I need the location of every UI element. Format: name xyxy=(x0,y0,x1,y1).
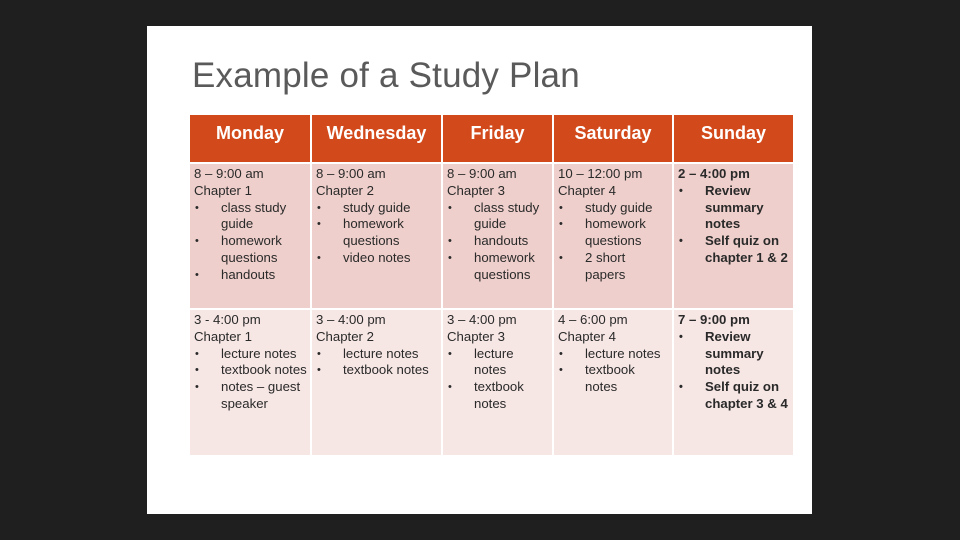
header-row xyxy=(190,115,794,163)
bullet-icon: • xyxy=(559,218,563,231)
task-list xyxy=(558,200,669,284)
table-cell-monday xyxy=(190,163,311,309)
bullet-icon: • xyxy=(195,268,199,281)
task-text: lecture notes xyxy=(585,345,661,361)
list-item xyxy=(447,346,549,380)
chapter-label: Chapter 4 xyxy=(558,182,616,198)
study-plan-table xyxy=(190,115,795,457)
table-cell-sunday xyxy=(673,163,794,309)
session-time: 3 – 4:00 pm xyxy=(316,312,386,327)
header-monday: Monday xyxy=(190,115,311,163)
session-time: 2 – 4:00 pm xyxy=(678,166,750,181)
task-list xyxy=(447,346,549,413)
session-time: 3 - 4:00 pm xyxy=(194,312,261,327)
task-text: handouts xyxy=(221,266,276,282)
bullet-icon: • xyxy=(195,364,199,377)
list-item xyxy=(447,379,549,413)
bullet-icon: • xyxy=(679,381,683,394)
header-friday: Friday xyxy=(442,115,553,163)
task-text: homework questions xyxy=(343,216,404,249)
slide xyxy=(147,26,812,514)
list-item xyxy=(316,216,438,250)
slide-title: Example of a Study Plan xyxy=(192,56,580,95)
table-row xyxy=(190,309,794,456)
chapter-label: Chapter 2 xyxy=(316,328,374,344)
task-text: Self quiz on chapter 3 & 4 xyxy=(705,379,788,411)
list-item xyxy=(447,200,549,234)
list-item xyxy=(558,250,669,284)
list-item xyxy=(558,346,669,363)
list-item xyxy=(194,200,307,234)
task-list xyxy=(194,200,307,284)
task-list xyxy=(316,346,438,380)
list-item xyxy=(316,362,438,379)
bullet-icon: • xyxy=(448,251,452,264)
task-list xyxy=(194,346,307,413)
chapter-label: Chapter 3 xyxy=(447,328,505,344)
header-saturday: Saturday xyxy=(553,115,673,163)
task-text: lecture notes xyxy=(343,345,419,361)
task-list xyxy=(678,183,790,267)
chapter-label: Chapter 4 xyxy=(558,328,616,344)
table-row xyxy=(190,163,794,309)
bullet-icon: • xyxy=(195,347,199,360)
task-list xyxy=(447,200,549,284)
bullet-icon: • xyxy=(448,347,452,360)
task-text: class study guide xyxy=(474,199,540,232)
list-item xyxy=(558,200,669,217)
session-time: 10 – 12:00 pm xyxy=(558,166,643,181)
table-cell-saturday xyxy=(553,163,673,309)
bullet-icon: • xyxy=(317,218,321,231)
table-cell-friday xyxy=(442,163,553,309)
task-list xyxy=(678,329,790,413)
task-text: class study guide xyxy=(221,199,287,232)
task-list xyxy=(558,346,669,396)
bullet-icon: • xyxy=(559,364,563,377)
list-item xyxy=(558,362,669,396)
table-cell-saturday xyxy=(553,309,673,456)
bullet-icon: • xyxy=(559,347,563,360)
list-item xyxy=(194,362,307,379)
task-text: homework questions xyxy=(221,233,282,265)
session-time: 8 – 9:00 am xyxy=(194,166,264,181)
bullet-icon: • xyxy=(448,381,452,394)
table-cell-sunday xyxy=(673,309,794,456)
table-cell-wednesday xyxy=(311,309,442,456)
task-list xyxy=(316,200,438,267)
list-item xyxy=(316,250,438,267)
list-item xyxy=(194,379,307,413)
task-text: handouts xyxy=(474,233,529,249)
list-item xyxy=(194,346,307,363)
bullet-icon: • xyxy=(317,201,321,214)
bullet-icon: • xyxy=(679,330,683,343)
task-text: study guide xyxy=(343,199,411,215)
task-text: Review summary notes xyxy=(705,182,764,232)
session-time: 7 – 9:00 pm xyxy=(678,312,750,327)
list-item xyxy=(316,200,438,217)
list-item xyxy=(678,183,790,233)
chapter-label: Chapter 3 xyxy=(447,182,505,198)
task-text: lecture notes xyxy=(474,345,514,378)
bullet-icon: • xyxy=(559,251,563,264)
list-item xyxy=(194,267,307,284)
table-cell-wednesday xyxy=(311,163,442,309)
session-time: 4 – 6:00 pm xyxy=(558,312,628,327)
list-item xyxy=(678,379,790,413)
list-item xyxy=(194,233,307,267)
header-sunday: Sunday xyxy=(673,115,794,163)
bullet-icon: • xyxy=(317,347,321,360)
bullet-icon: • xyxy=(559,201,563,214)
task-text: study guide xyxy=(585,199,653,215)
session-time: 8 – 9:00 am xyxy=(316,166,386,181)
task-text: homework questions xyxy=(474,249,535,282)
bullet-icon: • xyxy=(195,201,199,214)
bullet-icon: • xyxy=(679,235,683,248)
table-cell-friday xyxy=(442,309,553,456)
task-text: Self quiz on chapter 1 & 2 xyxy=(705,233,788,265)
bullet-icon: • xyxy=(195,235,199,248)
task-text: homework questions xyxy=(585,216,646,249)
list-item xyxy=(447,250,549,284)
bullet-icon: • xyxy=(195,381,199,394)
task-text: textbook notes xyxy=(221,362,307,378)
session-time: 3 – 4:00 pm xyxy=(447,312,517,327)
chapter-label: Chapter 1 xyxy=(194,328,252,344)
task-text: Review summary notes xyxy=(705,328,764,378)
header-wednesday: Wednesday xyxy=(311,115,442,163)
list-item xyxy=(678,233,790,267)
bullet-icon: • xyxy=(448,235,452,248)
task-text: video notes xyxy=(343,249,411,265)
task-text: notes – guest speaker xyxy=(221,379,301,411)
list-item xyxy=(678,329,790,379)
chapter-label: Chapter 2 xyxy=(316,182,374,198)
session-time: 8 – 9:00 am xyxy=(447,166,517,181)
task-text: lecture notes xyxy=(221,345,297,361)
bullet-icon: • xyxy=(679,184,683,197)
bullet-icon: • xyxy=(448,201,452,214)
task-text: textbook notes xyxy=(585,362,635,395)
chapter-label: Chapter 1 xyxy=(194,182,252,198)
bullet-icon: • xyxy=(317,251,321,264)
list-item xyxy=(316,346,438,363)
bullet-icon: • xyxy=(317,364,321,377)
list-item xyxy=(558,216,669,250)
task-text: textbook notes xyxy=(474,379,524,411)
task-text: 2 short papers xyxy=(585,249,626,282)
table-cell-monday xyxy=(190,309,311,456)
task-text: textbook notes xyxy=(343,362,429,378)
list-item xyxy=(447,233,549,250)
